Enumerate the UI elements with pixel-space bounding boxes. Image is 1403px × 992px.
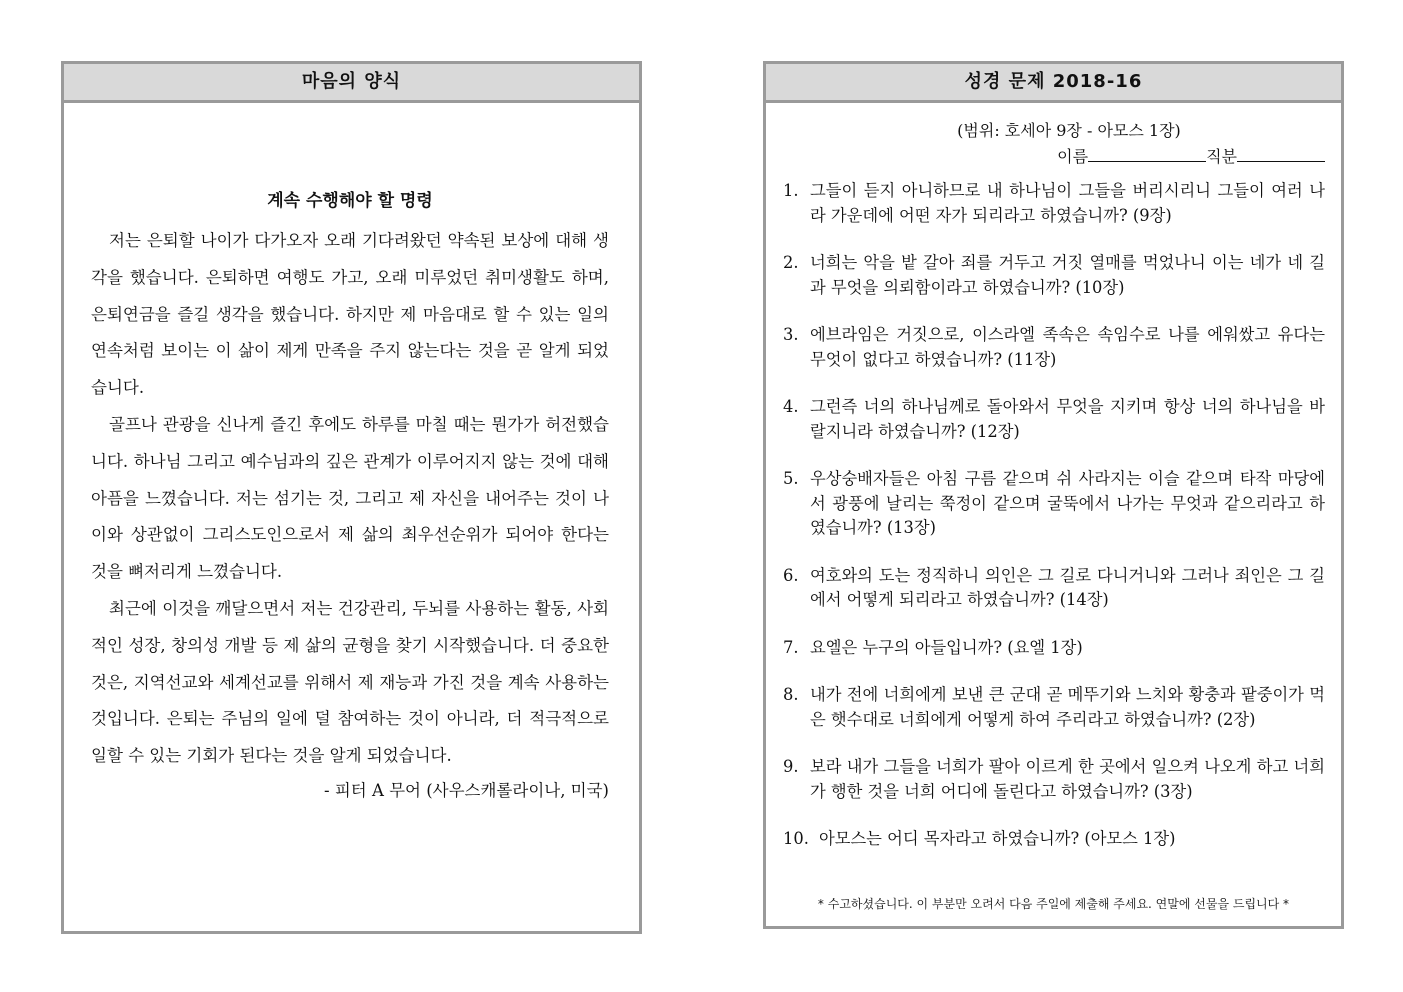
question-text: 보라 내가 그들을 너희가 팔아 이르게 한 곳에서 일으켜 나오게 하고 너희가 행한 것을 너희 어디에 돌린다고 하였습니까? (3장) bbox=[810, 757, 1325, 801]
question-item bbox=[783, 755, 1325, 804]
question-number: 6. bbox=[783, 565, 799, 585]
question-number: 4. bbox=[783, 397, 799, 416]
quiz-body bbox=[766, 119, 1341, 852]
quiz-header: 성경 문제 2018-16 bbox=[766, 64, 1341, 103]
question-text: 너희는 악을 밭 갈아 죄를 거두고 거짓 열매를 먹었나니 이는 네가 네 길과 무엇을 의뢰함이라고 하였습니까? (10장) bbox=[810, 253, 1325, 297]
question-item bbox=[783, 179, 1325, 228]
question-item bbox=[783, 564, 1325, 613]
question-number: 5. bbox=[783, 469, 799, 488]
question-item bbox=[783, 323, 1325, 372]
devotional-body bbox=[64, 186, 639, 810]
question-number: 3. bbox=[783, 325, 799, 344]
question-list bbox=[783, 179, 1325, 852]
devotional-paragraph: 골프나 관광을 신나게 즐긴 후에도 하루를 마칠 때는 뭔가가 허전했습니다. 하나님 그리고 예수님과의 깊은 관계가 이루어지지 않는 것에 대해 아픔을 느꼈습니다. 저는 섬기는 것, 그리고 제 자신을 내어주는 것이 나이와 상관없이 그리스도인으로서 제 삶의 최우선순위가 되어야 한다는 것을 뼈저리게 느꼈습니다. bbox=[91, 414, 609, 582]
name-blank[interactable] bbox=[1088, 143, 1206, 162]
devotional-header: 마음의 양식 bbox=[64, 64, 639, 103]
question-number: 1. bbox=[783, 181, 799, 200]
question-number: 10. bbox=[783, 829, 809, 848]
devotional-title: 계속 수행해야 할 명령 bbox=[267, 191, 433, 211]
devotional-panel bbox=[61, 61, 642, 934]
question-number: 8. bbox=[783, 685, 799, 704]
question-text: 내가 전에 너희에게 보낸 큰 군대 곧 메뚜기와 느치와 황충과 팥중이가 먹은 햇수대로 너희에게 어떻게 하여 주리라고 하였습니까? (2장) bbox=[810, 685, 1325, 729]
question-text: 그들이 듣지 아니하므로 내 하나님이 그들을 버리시리니 그들이 여러 나라 가운데에 어떤 자가 되리라고 하였습니까? (9장) bbox=[810, 181, 1325, 225]
devotional-paragraph: 저는 은퇴할 나이가 다가오자 오래 기다려왔던 약속된 보상에 대해 생각을 했습니다. 은퇴하면 여행도 가고, 오래 미루었던 취미생활도 하며, 은퇴연금을 즐길 생각을 했습니다. 하지만 제 마음대로 할 수 있는 일의 연속처럼 보이는 이 삶이 제게 만족을 주지 않는다는 것을 곧 알게 되었습니다. bbox=[91, 231, 609, 398]
question-item bbox=[783, 683, 1325, 732]
position-blank[interactable] bbox=[1237, 143, 1325, 162]
devotional-author: - 피터 A 무어 (사우스캐롤라이나, 미국) bbox=[324, 780, 609, 800]
name-label: 이름 bbox=[1057, 147, 1089, 166]
question-text: 여호와의 도는 정직하니 의인은 그 길로 다니거니와 그러나 죄인은 그 길에서 어떻게 되리라고 하였습니까? (14장) bbox=[810, 565, 1325, 609]
quiz-range: (범위: 호세아 9장 - 아모스 1장) bbox=[957, 121, 1181, 140]
position-label: 직분 bbox=[1206, 147, 1237, 166]
question-text: 요엘은 누구의 아들입니까? (요엘 1장) bbox=[810, 637, 1083, 657]
question-item bbox=[783, 251, 1325, 300]
question-text: 그런즉 너의 하나님께로 돌아와서 무엇을 지키며 항상 너의 하나님을 바랄지니라 하였습니까? (12장) bbox=[810, 397, 1325, 441]
question-number: 9. bbox=[783, 757, 799, 776]
question-item bbox=[783, 467, 1325, 541]
question-number: 2. bbox=[783, 253, 799, 272]
devotional-paragraph: 최근에 이것을 깨달으면서 저는 건강관리, 두뇌를 사용하는 활동, 사회적인 성장, 창의성 개발 등 제 삶의 균형을 찾기 시작했습니다. 더 중요한 것은, 지역선교와 세계선교를 위해서 제 재능과 가진 것을 계속 사용하는 것입니다. 은퇴는 주님의 일에 덜 참여하는 것이 아니라, 더 적극적으로 일할 수 있는 기회가 된다는 것을 알게 되었습니다. bbox=[91, 598, 609, 766]
question-item bbox=[783, 827, 1325, 852]
bible-quiz-panel bbox=[763, 61, 1344, 929]
question-item bbox=[783, 395, 1325, 444]
name-position-line bbox=[783, 143, 1325, 169]
question-text: 에브라임은 거짓으로, 이스라엘 족속은 속임수로 나를 에워쌌고 유다는 무엇이 없다고 하였습니까? (11장) bbox=[810, 325, 1325, 369]
quiz-footnote: * 수고하셨습니다. 이 부분만 오려서 다음 주일에 제출해 주세요. 연말에 선물을 드립니다 * bbox=[817, 897, 1290, 911]
question-text: 아모스는 어디 목자라고 하였습니까? (아모스 1장) bbox=[819, 829, 1176, 848]
question-item bbox=[783, 636, 1325, 661]
question-text: 우상숭배자들은 아침 구름 같으며 쉬 사라지는 이슬 같으며 타작 마당에서 광풍에 날리는 쭉정이 같으며 굴뚝에서 나가는 무엇과 같으리라고 하였습니까? (13장) bbox=[810, 469, 1325, 537]
question-number: 7. bbox=[783, 637, 799, 657]
